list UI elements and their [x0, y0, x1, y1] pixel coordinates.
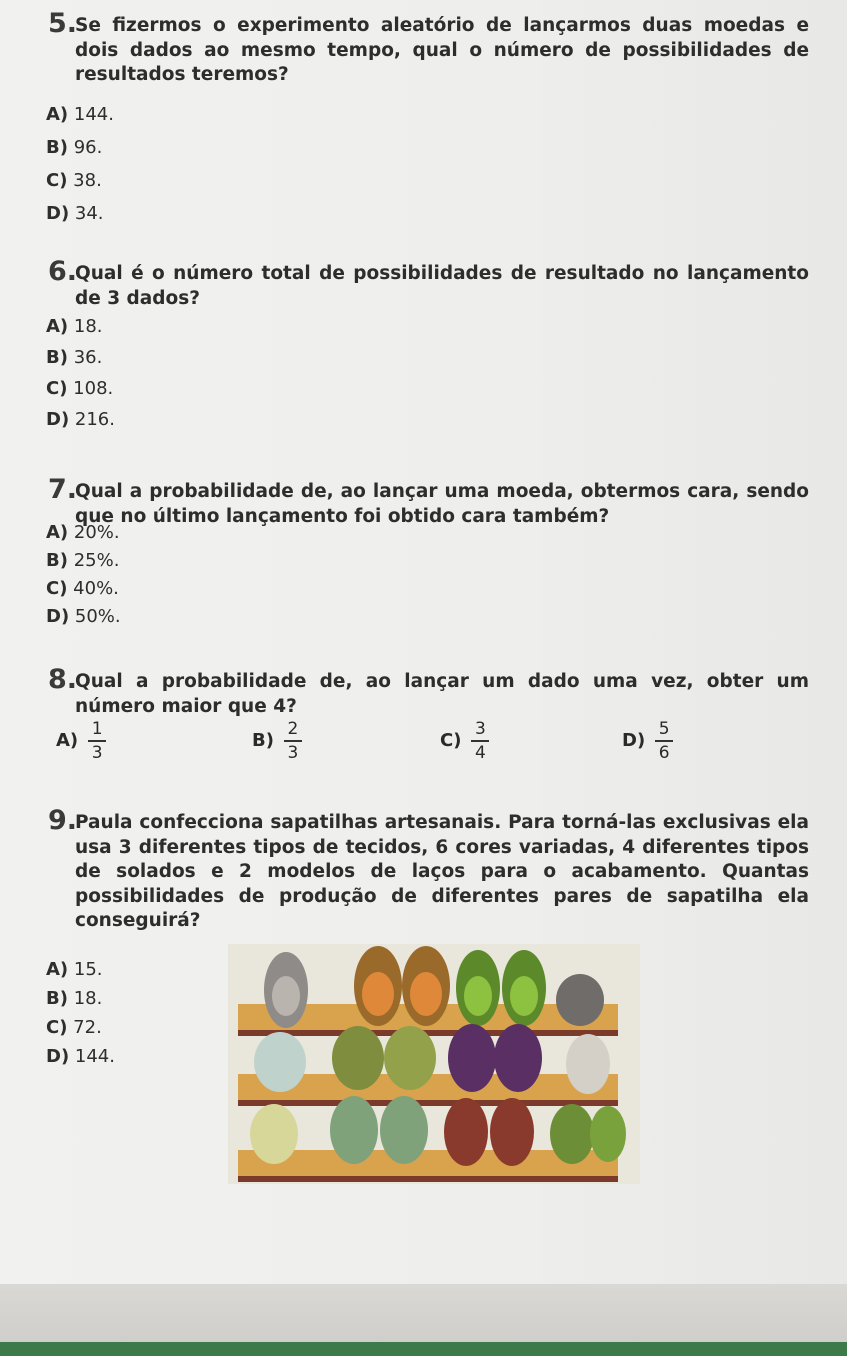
option-b[interactable]: B) $\frac{2}{3}$ — [252, 720, 302, 762]
fraction: $\frac{5}{6}$ — [655, 720, 673, 762]
option-c[interactable]: C) 108. — [46, 378, 114, 399]
option-b[interactable]: B) 25%. — [46, 550, 120, 571]
question-text: Qual a probabilidade de, ao lançar um dado uma vez, obter um número maior que 4? — [75, 671, 809, 717]
option-d[interactable]: D) 216. — [46, 409, 115, 430]
fraction-options — [0, 720, 847, 780]
bottom-strip — [0, 1342, 847, 1356]
question-number: 8. — [48, 664, 78, 695]
option-a[interactable]: A) 18. — [46, 316, 103, 337]
question-number: 9. — [48, 805, 78, 836]
option-d[interactable]: D) 34. — [46, 203, 104, 224]
shoe-rack-illustration — [228, 944, 640, 1184]
question-text: Se fizermos o experimento aleatório de lançarmos duas moedas e dois dados ao mesmo tempo, qual o número de possibilidades de resultados teremos? — [75, 15, 809, 85]
option-a[interactable]: A) 20%. — [46, 522, 120, 543]
shoe-rack-icon — [228, 944, 640, 1184]
option-d[interactable]: D) 144. — [46, 1046, 115, 1067]
page-bottom-edge — [0, 1284, 847, 1344]
fraction: $\frac{1}{3}$ — [88, 720, 106, 762]
question-text: Qual a probabilidade de, ao lançar uma moeda, obtermos cara, sendo que no último lançamento foi obtido cara também? — [75, 481, 809, 527]
option-a[interactable]: A) 15. — [46, 959, 103, 980]
option-b[interactable]: B) 18. — [46, 988, 103, 1009]
option-a[interactable]: A) 144. — [46, 104, 114, 125]
option-d[interactable]: D) 50%. — [46, 606, 121, 627]
question-number: 7. — [48, 474, 78, 505]
option-b[interactable]: B) 36. — [46, 347, 103, 368]
option-b[interactable]: B) 96. — [46, 137, 103, 158]
fraction: $\frac{2}{3}$ — [284, 720, 302, 762]
fraction: $\frac{3}{4}$ — [471, 720, 489, 762]
question-text: Paula confecciona sapatilhas artesanais. Para torná-las exclusivas ela usa 3 diferentes tipos de tecidos, 6 cores variadas, 4 diferentes tipos de solados e 2 modelos de laços para o acabamento. Quantas possibilidades de produção de diferentes pares de sapatilha ela conseguirá? — [75, 812, 809, 931]
question-text: Qual é o número total de possibilidades de resultado no lançamento de 3 dados? — [75, 263, 809, 309]
option-c[interactable]: C) $\frac{3}{4}$ — [440, 720, 489, 762]
question-number: 5. — [48, 8, 78, 39]
option-c[interactable]: C) 40%. — [46, 578, 119, 599]
option-c[interactable]: C) 72. — [46, 1017, 102, 1038]
option-d[interactable]: D) $\frac{5}{6}$ — [622, 720, 673, 762]
question-number: 6. — [48, 256, 78, 287]
option-a[interactable]: A) $\frac{1}{3}$ — [56, 720, 106, 762]
option-c[interactable]: C) 38. — [46, 170, 102, 191]
